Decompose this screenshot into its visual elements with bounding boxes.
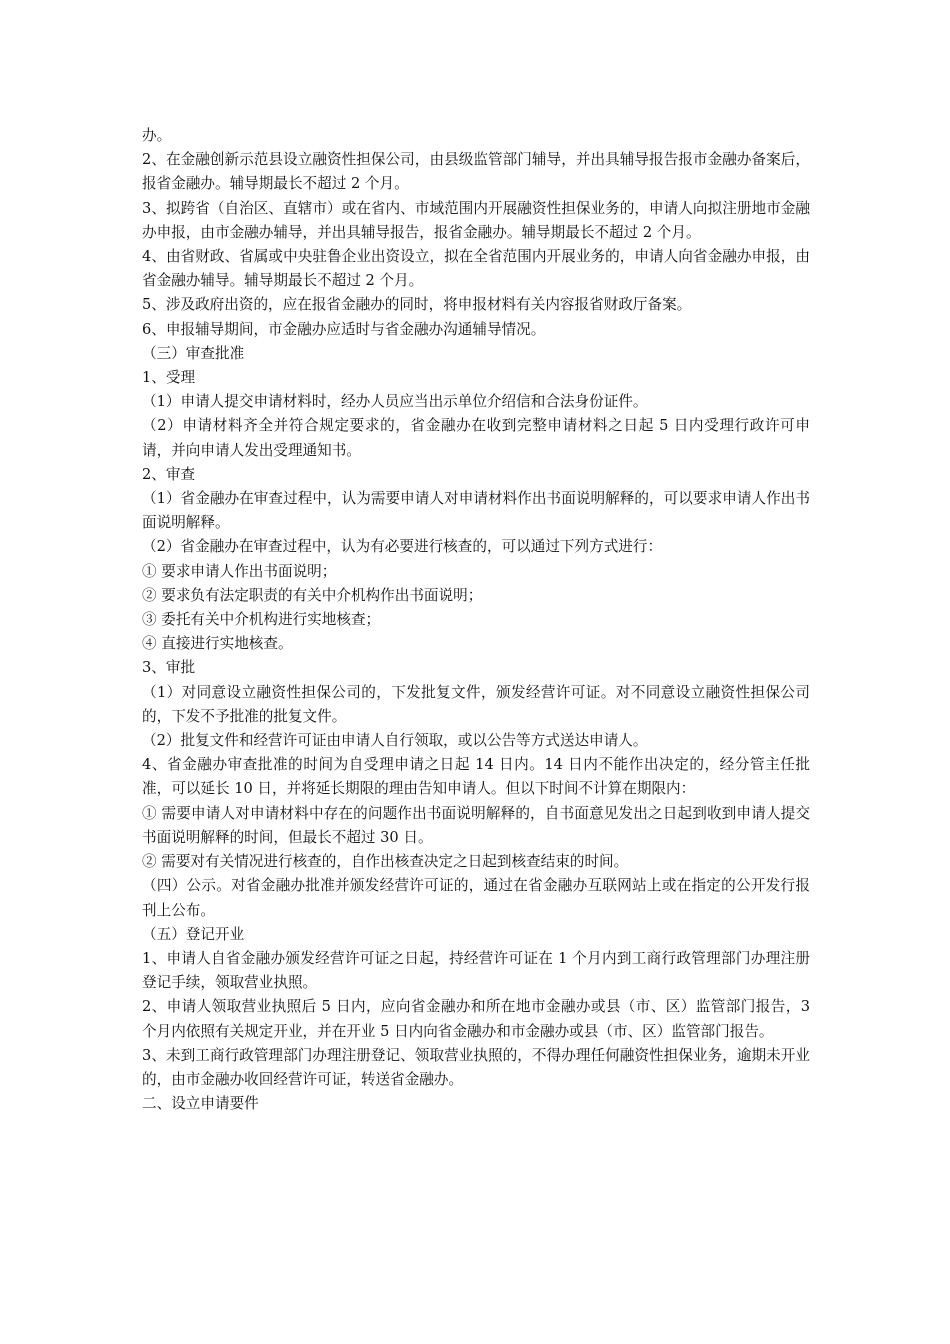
list-item: ① 需要申请人对申请材料中存在的问题作出书面说明解释的，自书面意见发出之日起到收到申请人提交书面说明解释的时间，但最长不超过 30 日。 — [142, 804, 810, 846]
paragraph: （1）省金融办在审查过程中，认为需要申请人对申请材料作出书面说明解释的，可以要求申请人作出书面说明解释。 — [142, 490, 810, 532]
paragraph: （2）批复文件和经营许可证由申请人自行领取，或以公告等方式送达申请人。 — [142, 732, 648, 750]
paragraph: （2）省金融办在审查过程中，认为有必要进行核查的，可以通过下列方式进行： — [142, 538, 663, 556]
subsection-heading: 1、受理 — [142, 369, 196, 387]
list-item: ② 要求负有法定职责的有关中介机构作出书面说明； — [142, 586, 483, 604]
paragraph: 4、由省财政、省属或中央驻鲁企业出资设立，拟在全省范围内开展业务的，申请人向省金融办申报，由省金融办辅导。辅导期最长不超过 2 个月。 — [142, 248, 810, 290]
paragraph: （1）对同意设立融资性担保公司的，下发批复文件，颁发经营许可证。对不同意设立融资性担保公司的，下发不予批准的批复文件。 — [142, 683, 810, 725]
paragraph: 6、申报辅导期间，市金融办应适时与省金融办沟通辅导情况。 — [142, 320, 546, 338]
paragraph: 3、未到工商行政管理部门办理注册登记、领取营业执照的，不得办理任何融资性担保业务，逾期未开业的，由市金融办收回经营许可证，转送省金融办。 — [142, 1046, 810, 1088]
paragraph: （四）公示。对省金融办批准并颁发经营许可证的，通过在省金融办互联网站上或在指定的公开发行报刊上公布。 — [142, 877, 810, 919]
paragraph: 1、申请人自省金融办颁发经营许可证之日起，持经营许可证在 1 个月内到工商行政管理部门办理注册登记手续，领取营业执照。 — [142, 949, 810, 992]
paragraph: 4、省金融办审查批准的时间为自受理申请之日起 14 日内。14 日内不能作出决定的，经分管主任批准，可以延长 10 日，并将延长期限的理由告知申请人。但以下时间不计算在期限内： — [142, 756, 810, 798]
list-item: ① 要求申请人作出书面说明； — [142, 562, 337, 580]
section-heading: （五）登记开业 — [142, 925, 245, 943]
paragraph: （2）申请材料齐全并符合规定要求的，省金融办在收到完整申请材料之日起 5 日内受理行政许可申请，并向申请人发出受理通知书。 — [142, 417, 810, 459]
subsection-heading: 3、审批 — [142, 659, 196, 677]
subsection-heading: 2、审查 — [142, 465, 196, 483]
paragraph: （1）申请人提交申请材料时，经办人员应当出示单位介绍信和合法身份证件。 — [142, 393, 648, 411]
paragraph: 3、拟跨省（自治区、直辖市）或在省内、市域范围内开展融资性担保业务的，申请人向拟注册地市金融办申报，由市金融办辅导，并出具辅导报告，报省金融办。辅导期最长不超过 2 个月。 — [142, 199, 810, 241]
section-heading: （三）审查批准 — [142, 344, 245, 362]
list-item: ② 需要对有关情况进行核查的，自作出核查决定之日起到核查结束的时间。 — [142, 853, 629, 871]
section-heading: 二、设立申请要件 — [142, 1095, 259, 1113]
list-item: ③ 委托有关中介机构进行实地核查； — [142, 611, 381, 629]
paragraph: 2、在金融创新示范县设立融资性担保公司，由县级监管部门辅导，并出具辅导报告报市金融办备案后，报省金融办。辅导期最长不超过 2 个月。 — [142, 151, 810, 193]
list-item: ④ 直接进行实地核查。 — [142, 635, 293, 653]
paragraph: 办。 — [142, 127, 172, 144]
document-body — [142, 124, 810, 1116]
paragraph: 2、申请人领取营业执照后 5 日内，应向省金融办和所在地市金融办或县（市、区）监管部门报告，3 个月内依照有关规定开业，并在开业 5 日内向省金融办和市金融办或县（市、区）监管部门报告。 — [142, 998, 810, 1040]
paragraph: 5、涉及政府出资的，应在报省金融办的同时，将申报材料有关内容报省财政厅备案。 — [142, 296, 692, 314]
